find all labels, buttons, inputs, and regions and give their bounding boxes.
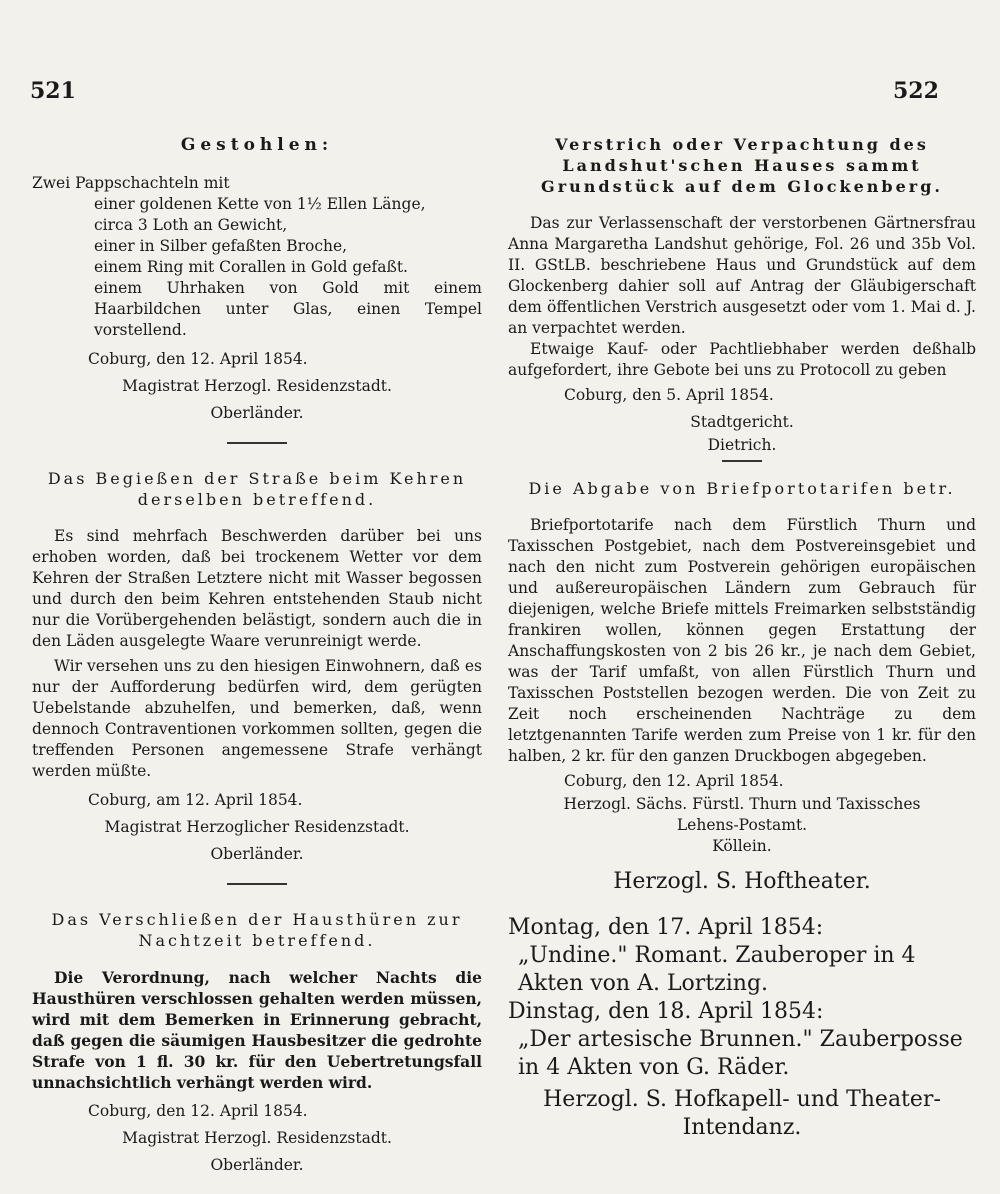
notice1-signer: Oberländer. xyxy=(210,404,304,422)
notice2-place-date: Coburg, am 12. April 1854. xyxy=(88,791,303,809)
notice4-paragraph-2: Etwaige Kauf- oder Pachtliebhaber werden deßhalb aufgefordert, ihre Gebote bei uns zu Protocoll zu geben xyxy=(508,340,976,379)
stolen-item: einem Uhrhaken von Gold mit einem Haarbildchen unter Glas, einen Tempel vorstellend. xyxy=(94,279,482,339)
notice2-heading: Das Begießen der Straße beim Kehren derselben betreffend. xyxy=(47,469,467,509)
stolen-intro: Zwei Pappschachteln mit xyxy=(32,174,230,192)
notice5-heading: Die Abgabe von Briefportotarifen betr. xyxy=(528,479,956,498)
notice1-place-date: Coburg, den 12. April 1854. xyxy=(88,350,308,368)
notice3-place-date: Coburg, den 12. April 1854. xyxy=(88,1102,308,1120)
stolen-items-list xyxy=(32,194,482,341)
notice3-authority: Magistrat Herzogl. Residenzstadt. xyxy=(122,1129,392,1147)
stolen-item: einer in Silber gefaßten Broche, xyxy=(94,237,348,255)
notice4-paragraph-1: Das zur Verlassenschaft der verstorbenen Gärtnersfrau Anna Margaretha Landshut gehörige, Fol. 26 und 35b Vol. II. GStLB. beschriebene Haus und Grundstück auf dem Glockenberg dahier soll auf Antrag der Gläubigerschaft dem öffentlichen Verstrich ausgesetzt oder vom 1. Mai d. J. an verpachtet werden. xyxy=(508,214,976,337)
notice2-paragraph-1: Es sind mehrfach Beschwerden darüber bei uns erhoben worden, daß bei trockenem Wetter vor dem Kehren der Straßen Letztere nicht mit Wasser begossen und durch den beim Kehren entstehenden Staub nicht nur die Vorübergehenden belästigt, sondern auch die in den Läden ausgelegte Waare verunreinigt werde. xyxy=(32,527,482,650)
notice2-paragraph-2: Wir versehen uns zu den hiesigen Einwohnern, daß es nur der Aufforderung bedürfen wird, dem gerügten Uebelstande abzuhelfen, und bemerken, daß, wenn dennoch Contraventionen vorkommen sollten, gegen die treffenden Personen angemessene Strafe verhängt werden müßte. xyxy=(32,657,482,780)
performance1-description: „Undine." Romant. Zauberoper in 4 Akten von A. Lortzing. xyxy=(518,943,916,996)
performance2-date: Dinstag, den 18. April 1854: xyxy=(508,999,824,1024)
left-column xyxy=(32,118,482,1176)
page-number-right: 522 xyxy=(893,78,939,104)
theater-title: Herzogl. S. Hoftheater. xyxy=(613,869,871,894)
notice2-signer: Oberländer. xyxy=(210,845,304,863)
notice4-heading: Verstrich oder Verpachtung des Landshut'schen Hauses sammt Grundstück auf dem Glockenberg. xyxy=(541,135,943,196)
notice4-place-date: Coburg, den 5. April 1854. xyxy=(564,386,774,404)
stolen-item: circa 3 Loth an Gewicht, xyxy=(94,216,288,234)
right-column xyxy=(508,118,976,1142)
notice5-signer: Köllein. xyxy=(712,837,772,855)
notice3-signer: Oberländer. xyxy=(210,1156,304,1174)
notice5-authority-line2: Lehens-Postamt. xyxy=(676,816,808,834)
stolen-item: einem Ring mit Corallen in Gold gefaßt. xyxy=(94,258,408,276)
notice3-paragraph-1: Die Verordnung, nach welcher Nachts die Hausthüren verschlossen gehalten werden müssen, wird mit dem Bemerken in Erinnerung gebracht, daß gegen die säumigen Hausbesitzer die gedrohte Strafe von 1 fl. 30 kr. für den Uebertretungsfall unnachsichtlich verhängt werden wird. xyxy=(32,968,482,1092)
stolen-heading: Gestohlen: xyxy=(180,135,334,155)
theater-signature: Herzogl. S. Hofkapell- und Theater-Intendanz. xyxy=(543,1087,941,1140)
notice3-heading: Das Verschließen der Hausthüren zur Nachtzeit betreffend. xyxy=(51,910,463,950)
performance2-description: „Der artesische Brunnen." Zauberposse in 4 Akten von G. Räder. xyxy=(518,1027,963,1080)
notice1-authority: Magistrat Herzogl. Residenzstadt. xyxy=(122,377,392,395)
section-divider xyxy=(227,442,287,444)
section-divider xyxy=(722,460,762,462)
notice5-place-date: Coburg, den 12. April 1854. xyxy=(564,772,784,790)
stolen-item: einer goldenen Kette von 1½ Ellen Länge, xyxy=(94,195,426,213)
notice4-authority: Stadtgericht. xyxy=(690,413,794,431)
notice4-signer: Dietrich. xyxy=(707,436,777,454)
notice5-paragraph-1: Briefportotarife nach dem Fürstlich Thurn und Taxisschen Postgebiet, nach dem Postvereinsgebiet und nach den nicht zum Postverein gehörigen europäischen und außereuropäischen Ländern zum Gebrauch für diejenigen, welche Briefe mittels Freimarken selbstständig frankiren wollen, können gegen Erstattung der Anschaffungskosten von 2 bis 26 kr., je nach dem Gebiet, was der Tarif umfaßt, von allen Fürstlich Thurn und Taxisschen Poststellen bezogen werden. Die von Zeit zu Zeit noch erscheinenden Nachträge zu dem letztgenannten Tarife werden zum Preise von 1 kr. für den halben, 2 kr. für den ganzen Druckbogen abgegeben. xyxy=(508,516,976,765)
section-divider xyxy=(227,883,287,885)
notice2-authority: Magistrat Herzoglicher Residenzstadt. xyxy=(104,818,410,836)
performance1-date: Montag, den 17. April 1854: xyxy=(508,915,824,940)
notice5-authority-line1: Herzogl. Sächs. Fürstl. Thurn und Taxissches xyxy=(563,795,921,813)
page-number-left: 521 xyxy=(30,78,76,104)
